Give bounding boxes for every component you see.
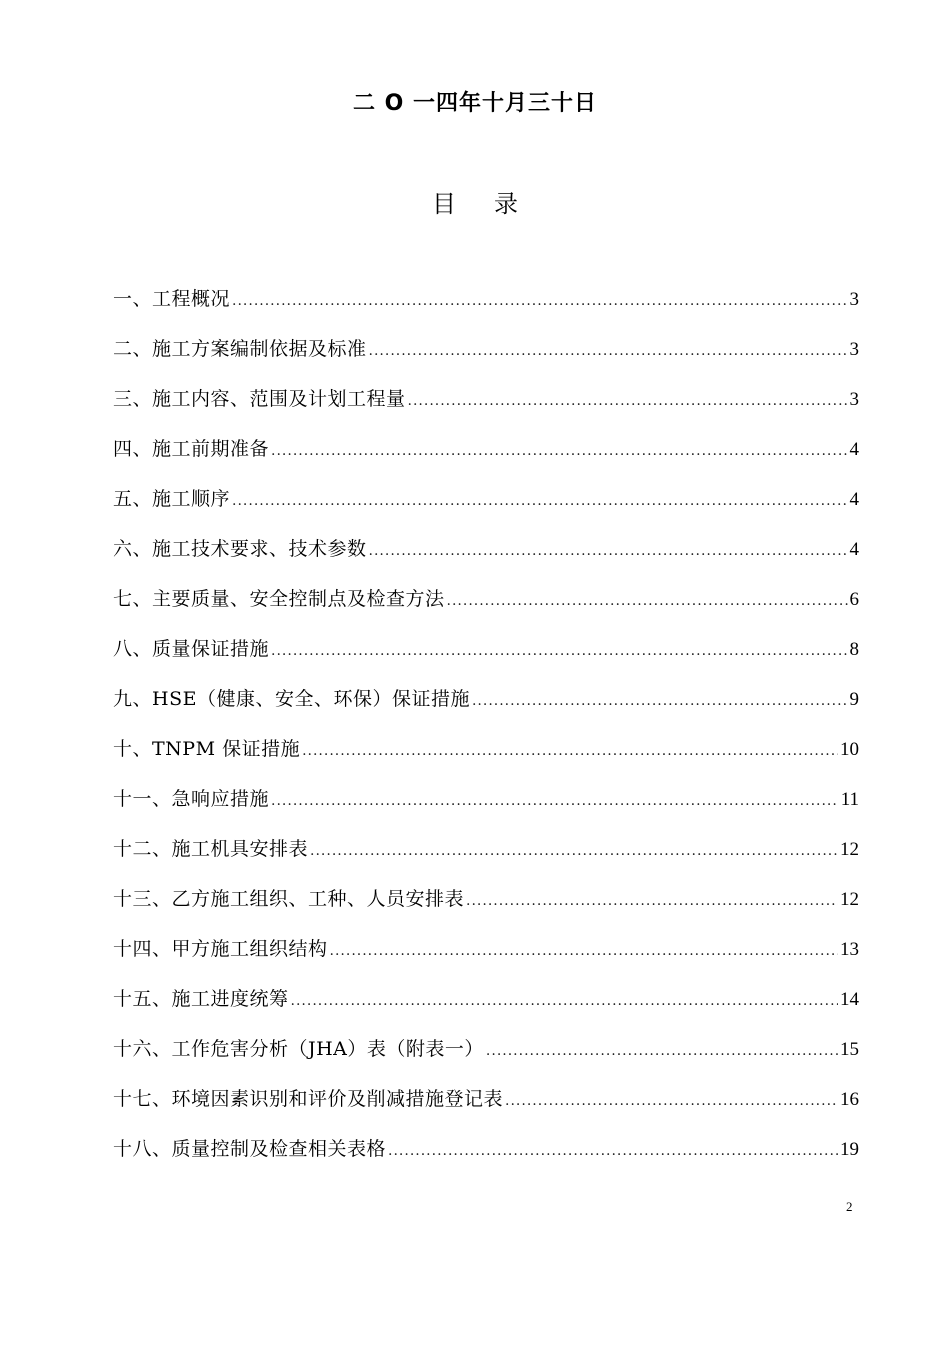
toc-item-page: 8 [849, 639, 859, 660]
toc-item-page: 3 [849, 289, 859, 310]
toc-item[interactable] [113, 484, 859, 534]
toc-heading: 目录 [432, 190, 556, 218]
toc-item-label: 九、HSE（健康、安全、环保）保证措施 [113, 688, 470, 710]
toc-item[interactable] [113, 1034, 859, 1084]
toc-item[interactable] [113, 1134, 859, 1184]
toc-item-page: 9 [849, 689, 859, 710]
toc-item-label: 十一、急响应措施 [113, 788, 270, 810]
toc-leader-dots [271, 793, 839, 809]
toc-item-label: 二、施工方案编制依据及标准 [113, 338, 367, 360]
toc-item-page: 16 [840, 1089, 859, 1110]
toc-item-page: 3 [849, 389, 859, 410]
toc-item[interactable] [113, 884, 859, 934]
document-date: 二 O 一四年十月三十日 [352, 91, 598, 116]
toc-leader-dots [447, 593, 848, 609]
toc-item[interactable] [113, 584, 859, 634]
toc-leader-dots [232, 293, 847, 309]
toc-leader-dots [271, 643, 847, 659]
toc-item-page: 4 [849, 489, 859, 510]
toc-item-label: 十八、质量控制及检查相关表格 [113, 1138, 387, 1160]
toc-item[interactable] [113, 834, 859, 884]
toc-item-page: 13 [840, 939, 859, 960]
toc-leader-dots [505, 1093, 838, 1109]
toc-item[interactable] [113, 634, 859, 684]
toc-item[interactable] [113, 534, 859, 584]
toc-item-label: 十五、施工进度统筹 [113, 988, 289, 1010]
toc-leader-dots [232, 493, 847, 509]
toc-item[interactable] [113, 1084, 859, 1134]
table-of-contents [113, 284, 859, 1184]
toc-item[interactable] [113, 784, 859, 834]
toc-leader-dots [310, 843, 838, 859]
toc-leader-dots [466, 893, 838, 909]
toc-item-page: 4 [849, 439, 859, 460]
toc-item[interactable] [113, 984, 859, 1034]
toc-item-page: 12 [840, 889, 859, 910]
toc-leader-dots [271, 443, 847, 459]
toc-item-page: 6 [849, 589, 859, 610]
toc-leader-dots [330, 943, 838, 959]
toc-leader-dots [291, 993, 838, 1009]
toc-leader-dots [388, 1143, 838, 1159]
toc-leader-dots [472, 693, 848, 709]
toc-item-label: 一、工程概况 [113, 288, 231, 310]
toc-item-label: 十、TNPM 保证措施 [113, 738, 301, 760]
toc-item-page: 4 [849, 539, 859, 560]
toc-item[interactable] [113, 734, 859, 784]
toc-item-page: 11 [840, 789, 859, 810]
toc-item-label: 十七、环境因素识别和评价及削减措施登记表 [113, 1088, 504, 1110]
toc-item-label: 三、施工内容、范围及计划工程量 [113, 388, 406, 410]
toc-item-label: 十四、甲方施工组织结构 [113, 938, 328, 960]
toc-item-page: 12 [840, 839, 859, 860]
toc-item-page: 3 [849, 339, 859, 360]
toc-item[interactable] [113, 934, 859, 984]
toc-leader-dots [408, 393, 848, 409]
toc-item-label: 六、施工技术要求、技术参数 [113, 538, 367, 560]
toc-item-page: 15 [840, 1039, 859, 1060]
toc-leader-dots [302, 743, 838, 759]
toc-item-page: 19 [840, 1139, 859, 1160]
toc-item[interactable] [113, 334, 859, 384]
toc-item-page: 14 [840, 989, 859, 1010]
toc-item[interactable] [113, 284, 859, 334]
toc-item-page: 10 [840, 739, 859, 760]
toc-item-label: 十三、乙方施工组织、工种、人员安排表 [113, 888, 465, 910]
toc-item[interactable] [113, 684, 859, 734]
toc-leader-dots [369, 543, 848, 559]
toc-item-label: 四、施工前期准备 [113, 438, 270, 460]
toc-item-label: 五、施工顺序 [113, 488, 231, 510]
page-number: 2 [846, 1199, 853, 1214]
toc-item[interactable] [113, 434, 859, 484]
toc-leader-dots [486, 1043, 838, 1059]
toc-item-label: 十二、施工机具安排表 [113, 838, 309, 860]
toc-item[interactable] [113, 384, 859, 434]
toc-item-label: 十六、工作危害分析（JHA）表（附表一） [113, 1038, 484, 1060]
toc-leader-dots [369, 343, 848, 359]
toc-item-label: 七、主要质量、安全控制点及检查方法 [113, 588, 445, 610]
toc-item-label: 八、质量保证措施 [113, 638, 270, 660]
